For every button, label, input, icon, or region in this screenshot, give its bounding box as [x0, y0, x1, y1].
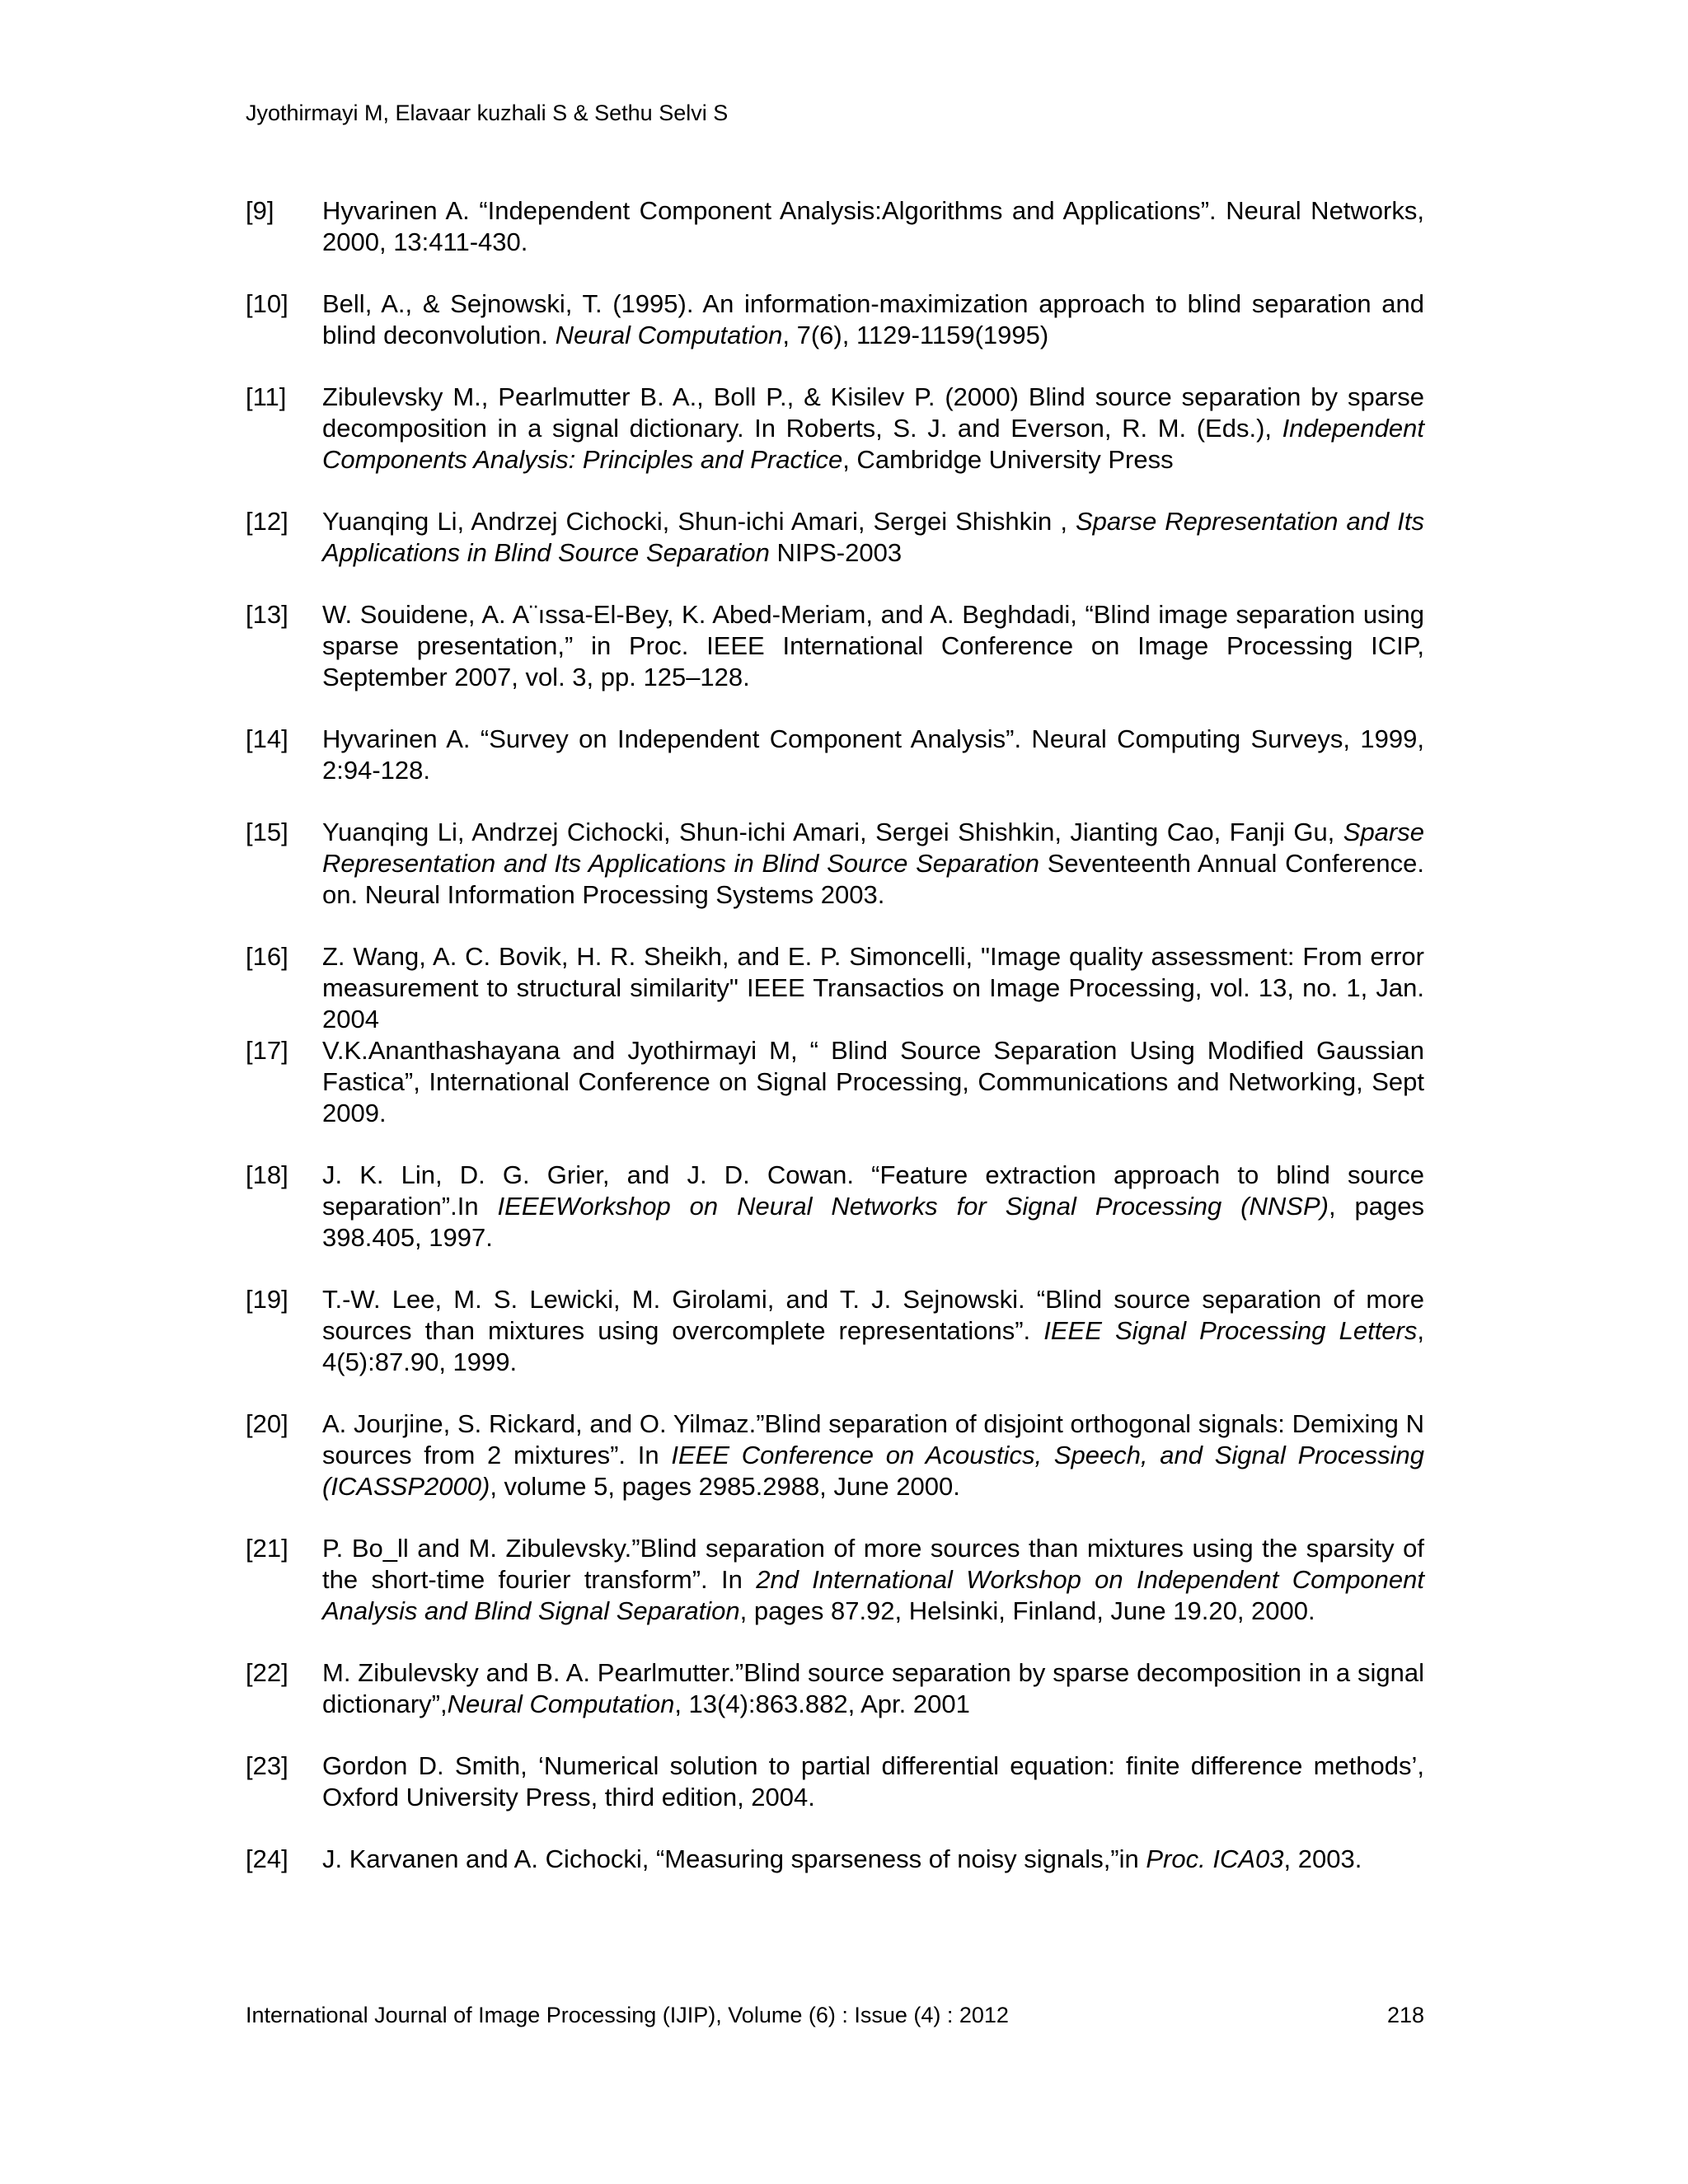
reference-number: [17] [246, 1036, 288, 1065]
reference-text [322, 288, 1424, 351]
reference-text [322, 1160, 1424, 1254]
reference-text [322, 506, 1424, 569]
reference-number: [9] [246, 196, 274, 225]
reference-item [246, 382, 1424, 476]
reference-text [322, 382, 1424, 476]
reference-text [322, 1284, 1424, 1378]
reference-number: [22] [246, 1658, 288, 1687]
reference-item [246, 1408, 1424, 1502]
reference-item [246, 724, 1424, 786]
reference-text-span: , Cambridge University Press [842, 445, 1174, 474]
reference-text-span: M. Zibulevsky and B. A. Pearlmutter.”Blind source separation by sparse decomposition in a signal dictionary”, [322, 1658, 1424, 1718]
reference-italic-title: 2nd International Workshop on Independent Component Analysis and Blind Signal Separation [322, 1565, 1424, 1625]
reference-text-span: , 7(6), 1129-1159(1995) [782, 321, 1049, 349]
footer-journal: International Journal of Image Processing (IJIP), Volume (6) : Issue (4) : 2012 [246, 2003, 1009, 2027]
reference-text-span: Z. Wang, A. C. Bovik, H. R. Sheikh, and E. P. Simoncelli, "Image quality assessment: From error measurement to structural similarity" IEEE Transactios on Image Processing, vol. 13, no. 1, Jan. 2004 [322, 942, 1424, 1033]
reference-number: [19] [246, 1285, 288, 1314]
reference-text-span: , pages 87.92, Helsinki, Finland, June 19.20, 2000. [739, 1596, 1315, 1625]
reference-text [322, 599, 1424, 693]
reference-text-span: W. Souidene, A. A¨ıssa-El-Bey, K. Abed-Meriam, and A. Beghdadi, “Blind image separation using sparse presentation,” in Proc. IEEE International Conference on Image Processing ICIP, September 2007, vol. 3, pp. 125–128. [322, 600, 1424, 691]
reference-list [246, 195, 1424, 1905]
reference-item [246, 599, 1424, 693]
reference-text-span: NIPS-2003 [769, 538, 903, 567]
reference-text-span: , 2003. [1283, 1844, 1362, 1873]
reference-number: [21] [246, 1534, 288, 1563]
page-number: 218 [1386, 2003, 1424, 2027]
reference-text [322, 1657, 1424, 1720]
reference-number: [10] [246, 289, 288, 318]
reference-text-span: Hyvarinen A. “Independent Component Analysis:Algorithms and Applications”. Neural Networks, 2000, 13:411-430. [322, 196, 1424, 256]
reference-item [246, 817, 1424, 911]
reference-text-span: Gordon D. Smith, ‘Numerical solution to partial differential equation: finite difference methods’, Oxford University Press, third edition, 2004. [322, 1751, 1424, 1811]
reference-text-span: , 13(4):863.882, Apr. 2001 [674, 1690, 970, 1718]
reference-number: [16] [246, 942, 288, 971]
reference-text [322, 1844, 1424, 1875]
reference-text-span: Zibulevsky M., Pearlmutter B. A., Boll P., & Kisilev P. (2000) Blind source separation by sparse decomposition in a signal dictionary. In Roberts, S. J. and Everson, R. M. (Eds.), [322, 382, 1424, 443]
reference-number: [24] [246, 1844, 288, 1873]
reference-number: [14] [246, 724, 288, 753]
reference-text [322, 724, 1424, 786]
reference-item [246, 1533, 1424, 1627]
reference-number: [15] [246, 818, 288, 846]
reference-italic-title: IEEEWorkshop on Neural Networks for Signal Processing (NNSP) [497, 1192, 1329, 1221]
reference-number: [23] [246, 1751, 288, 1780]
reference-italic-title: Sparse Representation and Its Applications in Blind Source Separation [322, 507, 1424, 567]
reference-italic-title: Sparse Representation and Its Applications in Blind Source Separation [322, 818, 1424, 878]
reference-text-span: Seventeenth Annual Conference. on. Neural Information Processing Systems 2003. [322, 849, 1425, 909]
reference-number: [11] [246, 382, 287, 411]
reference-text [322, 941, 1424, 1035]
reference-italic-title: IEEE Signal Processing Letters [1043, 1316, 1418, 1345]
reference-text-span: J. K. Lin, D. G. Grier, and J. D. Cowan. “Feature extraction approach to blind source separation”.In [322, 1160, 1424, 1221]
reference-item [246, 1160, 1424, 1254]
reference-italic-title: IEEE Conference on Acoustics, Speech, and Signal Processing (ICASSP2000) [322, 1441, 1424, 1501]
reference-item [246, 1750, 1424, 1813]
reference-italic-title: Neural Computation [447, 1690, 675, 1718]
reference-item [246, 1657, 1424, 1720]
reference-text [322, 1533, 1424, 1627]
reference-text-span: Bell, A., & Sejnowski, T. (1995). An information-maximization approach to blind separation and blind deconvolution. [322, 289, 1424, 349]
reference-item [246, 1035, 1424, 1129]
reference-text [322, 1035, 1424, 1129]
reference-item [246, 288, 1424, 351]
reference-item [246, 1284, 1424, 1378]
reference-text-span: , pages 398.405, 1997. [322, 1192, 1424, 1252]
reference-text [322, 195, 1424, 258]
reference-text-span: , 4(5):87.90, 1999. [322, 1316, 1424, 1376]
reference-italic-title: Independent Components Analysis: Principles and Practice [322, 414, 1424, 474]
reference-item [246, 1844, 1424, 1875]
reference-text-span: Yuanqing Li, Andrzej Cichocki, Shun-ichi Amari, Sergei Shishkin, Jianting Cao, Fanji Gu, [322, 818, 1343, 846]
reference-text-span: Yuanqing Li, Andrzej Cichocki, Shun-ichi Amari, Sergei Shishkin , [322, 507, 1076, 536]
running-header: Jyothirmayi M, Elavaar kuzhali S & Sethu Selvi S [246, 101, 729, 125]
reference-text-span: J. Karvanen and A. Cichocki, “Measuring sparseness of noisy signals,”in [322, 1844, 1146, 1873]
reference-text [322, 817, 1424, 911]
reference-item [246, 941, 1424, 1035]
reference-number: [12] [246, 507, 288, 536]
reference-text-span: P. Bo_ll and M. Zibulevsky.”Blind separation of more sources than mixtures using the sparsity of the short-time fourier transform”. In [322, 1534, 1424, 1594]
reference-text-span: A. Jourjine, S. Rickard, and O. Yilmaz.”Blind separation of disjoint orthogonal signals: Demixing N sources from 2 mixtures”. In [322, 1409, 1424, 1469]
page-footer [246, 2001, 1424, 2029]
reference-text [322, 1750, 1424, 1813]
reference-italic-title: Neural Computation [555, 321, 783, 349]
reference-item [246, 195, 1424, 258]
reference-number: [13] [246, 600, 288, 629]
reference-number: [20] [246, 1409, 288, 1438]
reference-text-span: T.-W. Lee, M. S. Lewicki, M. Girolami, and T. J. Sejnowski. “Blind source separation of more sources than mixtures using overcomplete representations”. [322, 1285, 1424, 1345]
reference-text-span: , volume 5, pages 2985.2988, June 2000. [490, 1472, 960, 1501]
reference-text-span: Hyvarinen A. “Survey on Independent Component Analysis”. Neural Computing Surveys, 1999, 2:94-128. [322, 724, 1424, 785]
reference-text-span: V.K.Ananthashayana and Jyothirmayi M, “ Blind Source Separation Using Modified Gaussian Fastica”, International Conference on Signal Processing, Communications and Networking, Sept 2009. [322, 1036, 1424, 1127]
reference-text [322, 1408, 1424, 1502]
reference-number: [18] [246, 1160, 288, 1189]
reference-italic-title: Proc. ICA03 [1146, 1844, 1284, 1873]
reference-item [246, 506, 1424, 569]
